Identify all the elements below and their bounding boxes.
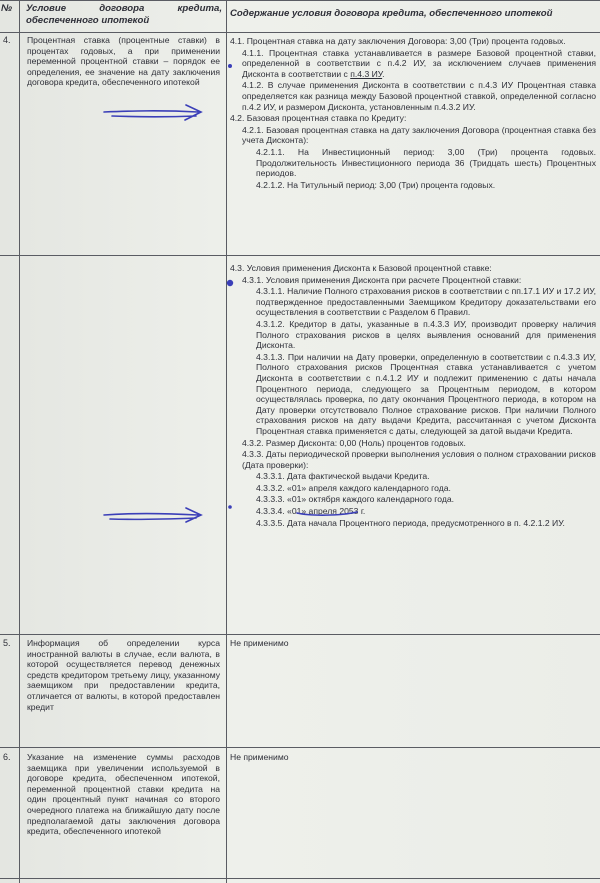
clause-text-end: . <box>382 68 385 79</box>
row6-condition: Указание на изменение суммы расходов заемщика при увеличении используемой в договоре кредита, обеспеченном ипотекой, переменной процентной ставки кредита на один процентный пункт начиная со второго очередного платежа на ближайшую дату после предполагаемой даты заключения договора кредита, обеспеченного ипотекой <box>27 752 220 837</box>
right-row-rule <box>226 255 600 256</box>
row-number: 5. <box>3 638 11 648</box>
row-number: 4. <box>3 35 11 45</box>
discount-value: 0,00 (Ноль) <box>339 437 385 448</box>
clause-4-3-1-1: 4.3.1.1. Наличие Полного страхования рисков в соответствии с пп.17.1 ИУ и 17.2 ИУ, подтвержденное предоставленными Заемщиком Кредитору доказательствами его осуществления в соответствии с Разделом 6 Правил. <box>256 286 596 318</box>
clause-text: 4.1.1. Процентная ставка устанавливается в размере Базовой процентной ставки, определенной в соответствии с п.4.2 ИУ, за исключением случаев применения Дисконта в соответствии с <box>242 47 596 79</box>
clause-4-1: 4.1. Процентная ставка на дату заключения Договора: 3,00 (Три) процента годовых. <box>230 36 566 46</box>
col-rule-2 <box>226 0 227 883</box>
row-rule-5 <box>0 634 600 635</box>
row5-condition: Информация об определении курса иностранной валюты в случае, если валюта, в которой осуществляется перевод денежных средств кредитором третьему лицу, указанному заемщиком при предоставлении кредита, отличается от валюты, в которой предоставлен кредит <box>27 638 220 712</box>
clause-text: 4.3.2. Размер Дисконта: <box>242 437 340 448</box>
row4-content <box>230 36 596 191</box>
clause-4-3-3-1: 4.3.3.1. Дата фактической выдачи Кредита. <box>256 471 430 482</box>
clause-4-3-3-2: 4.3.3.2. «01» апреля каждого календарного года. <box>256 482 451 493</box>
row-rule-6 <box>0 747 600 748</box>
clause-4-3-3-5: 4.3.3.5. Дата начала Процентного периода, предусмотренного в п. 4.2.1.2 ИУ. <box>256 517 565 528</box>
clause-4-2: 4.2. Базовая процентная ставка по Кредиту: <box>230 113 407 124</box>
row-number: 6. <box>3 752 11 762</box>
left-row-rule <box>0 255 226 256</box>
clause-4-2-1-1: 4.2.1.1. На Инвестиционный период: 3,00 (Три) процента годовых. Продолжительность Инвестиционного периода 36 (Тридцать шесть) Процентных периодов. <box>256 146 596 179</box>
row5-content: Не применимо <box>230 638 289 648</box>
clause-4-3-3-3: 4.3.3.3. «01» октября каждого календарного года. <box>256 494 455 505</box>
clause-4-1-2: 4.1.2. В случае применения Дисконта в соответствии с п.4.3 ИУ Процентная ставка определяется как разница между Базовой процентной ставкой, определенной согласно п.4.2 ИУ, и размером Дисконта, установленным п.4.3.2 ИУ. <box>242 80 596 112</box>
row6-content: Не применимо <box>230 752 289 762</box>
header-rule <box>0 32 600 33</box>
clause-4-3-1-3: 4.3.1.3. При наличии на Дату проверки, определенную в соответствии с п.4.3.3 ИУ, Полного страхования рисков Процентная ставка устанавливается с учетом Дисконта в соответствии с п.4.1.2 ИУ и подлежит применению с даты начала Процентного периода, следующего за Процентным периодом, в котором осуществлялась проверка, по дату окончания Процентного периода, в котором на Дату проверки отсутствовало Полное страхование рисков. При наличии Полного страхования рисков на дату выдачи Кредита, рассчитанная с учетом Дисконта Процентная ставка применяется с даты, следующей за датой выдачи Кредита. <box>256 351 596 436</box>
table-rule <box>0 0 600 1</box>
pen-arrow-icon <box>104 508 201 522</box>
table-bottom-rule <box>0 878 600 879</box>
clause-4-3-1: 4.3.1. Условия применения Дисконта при расчете Процентной ставки: <box>242 274 522 285</box>
header-content: Содержание условия договора кредита, обеспеченного ипотекой <box>230 8 553 19</box>
header-condition: Условие договора кредита, обеспеченного ипотекой <box>26 3 222 26</box>
header-num: № <box>1 3 12 14</box>
clause-ref: п.4.3 ИУ <box>350 68 383 79</box>
clause-4-3-3-4: 4.3.3.4. «01» апреля 2053 г. <box>256 506 366 517</box>
clause-text-end: процентов годовых. <box>384 437 466 448</box>
col-rule-1 <box>19 0 20 883</box>
clause-4-2-1-2: 4.2.1.2. На Титульный период: 3,00 (Три) процента годовых. <box>256 179 496 190</box>
clause-4-3: 4.3. Условия применения Дисконта к Базовой процентной ставке: <box>230 263 492 273</box>
clause-4-1-1 <box>230 48 596 80</box>
row4-condition: Процентная ставка (процентные ставки) в процентах годовых, а при применении переменной процентной ставки – порядок ее определения, ее значение на дату заключения договора кредита, обеспеченного ипотекой <box>27 35 220 88</box>
row4-discount-content <box>230 263 596 529</box>
clause-4-3-3: 4.3.3. Даты периодической проверки выполнения условия о полном страховании рисков (Дата проверки): <box>242 449 596 470</box>
clause-4-3-1-2: 4.3.1.2. Кредитор в даты, указанные в п.4.3.3 ИУ, производит проверку наличия Полного страхования рисков в целях выявления оснований для применения Дисконта. <box>256 318 596 351</box>
pen-arrow-icon <box>104 105 201 120</box>
clause-4-2-1: 4.2.1. Базовая процентная ставка на дату заключения Договора (процентная ставка без учета Дисконта): <box>242 124 596 146</box>
clause-4-3-2 <box>230 438 596 449</box>
